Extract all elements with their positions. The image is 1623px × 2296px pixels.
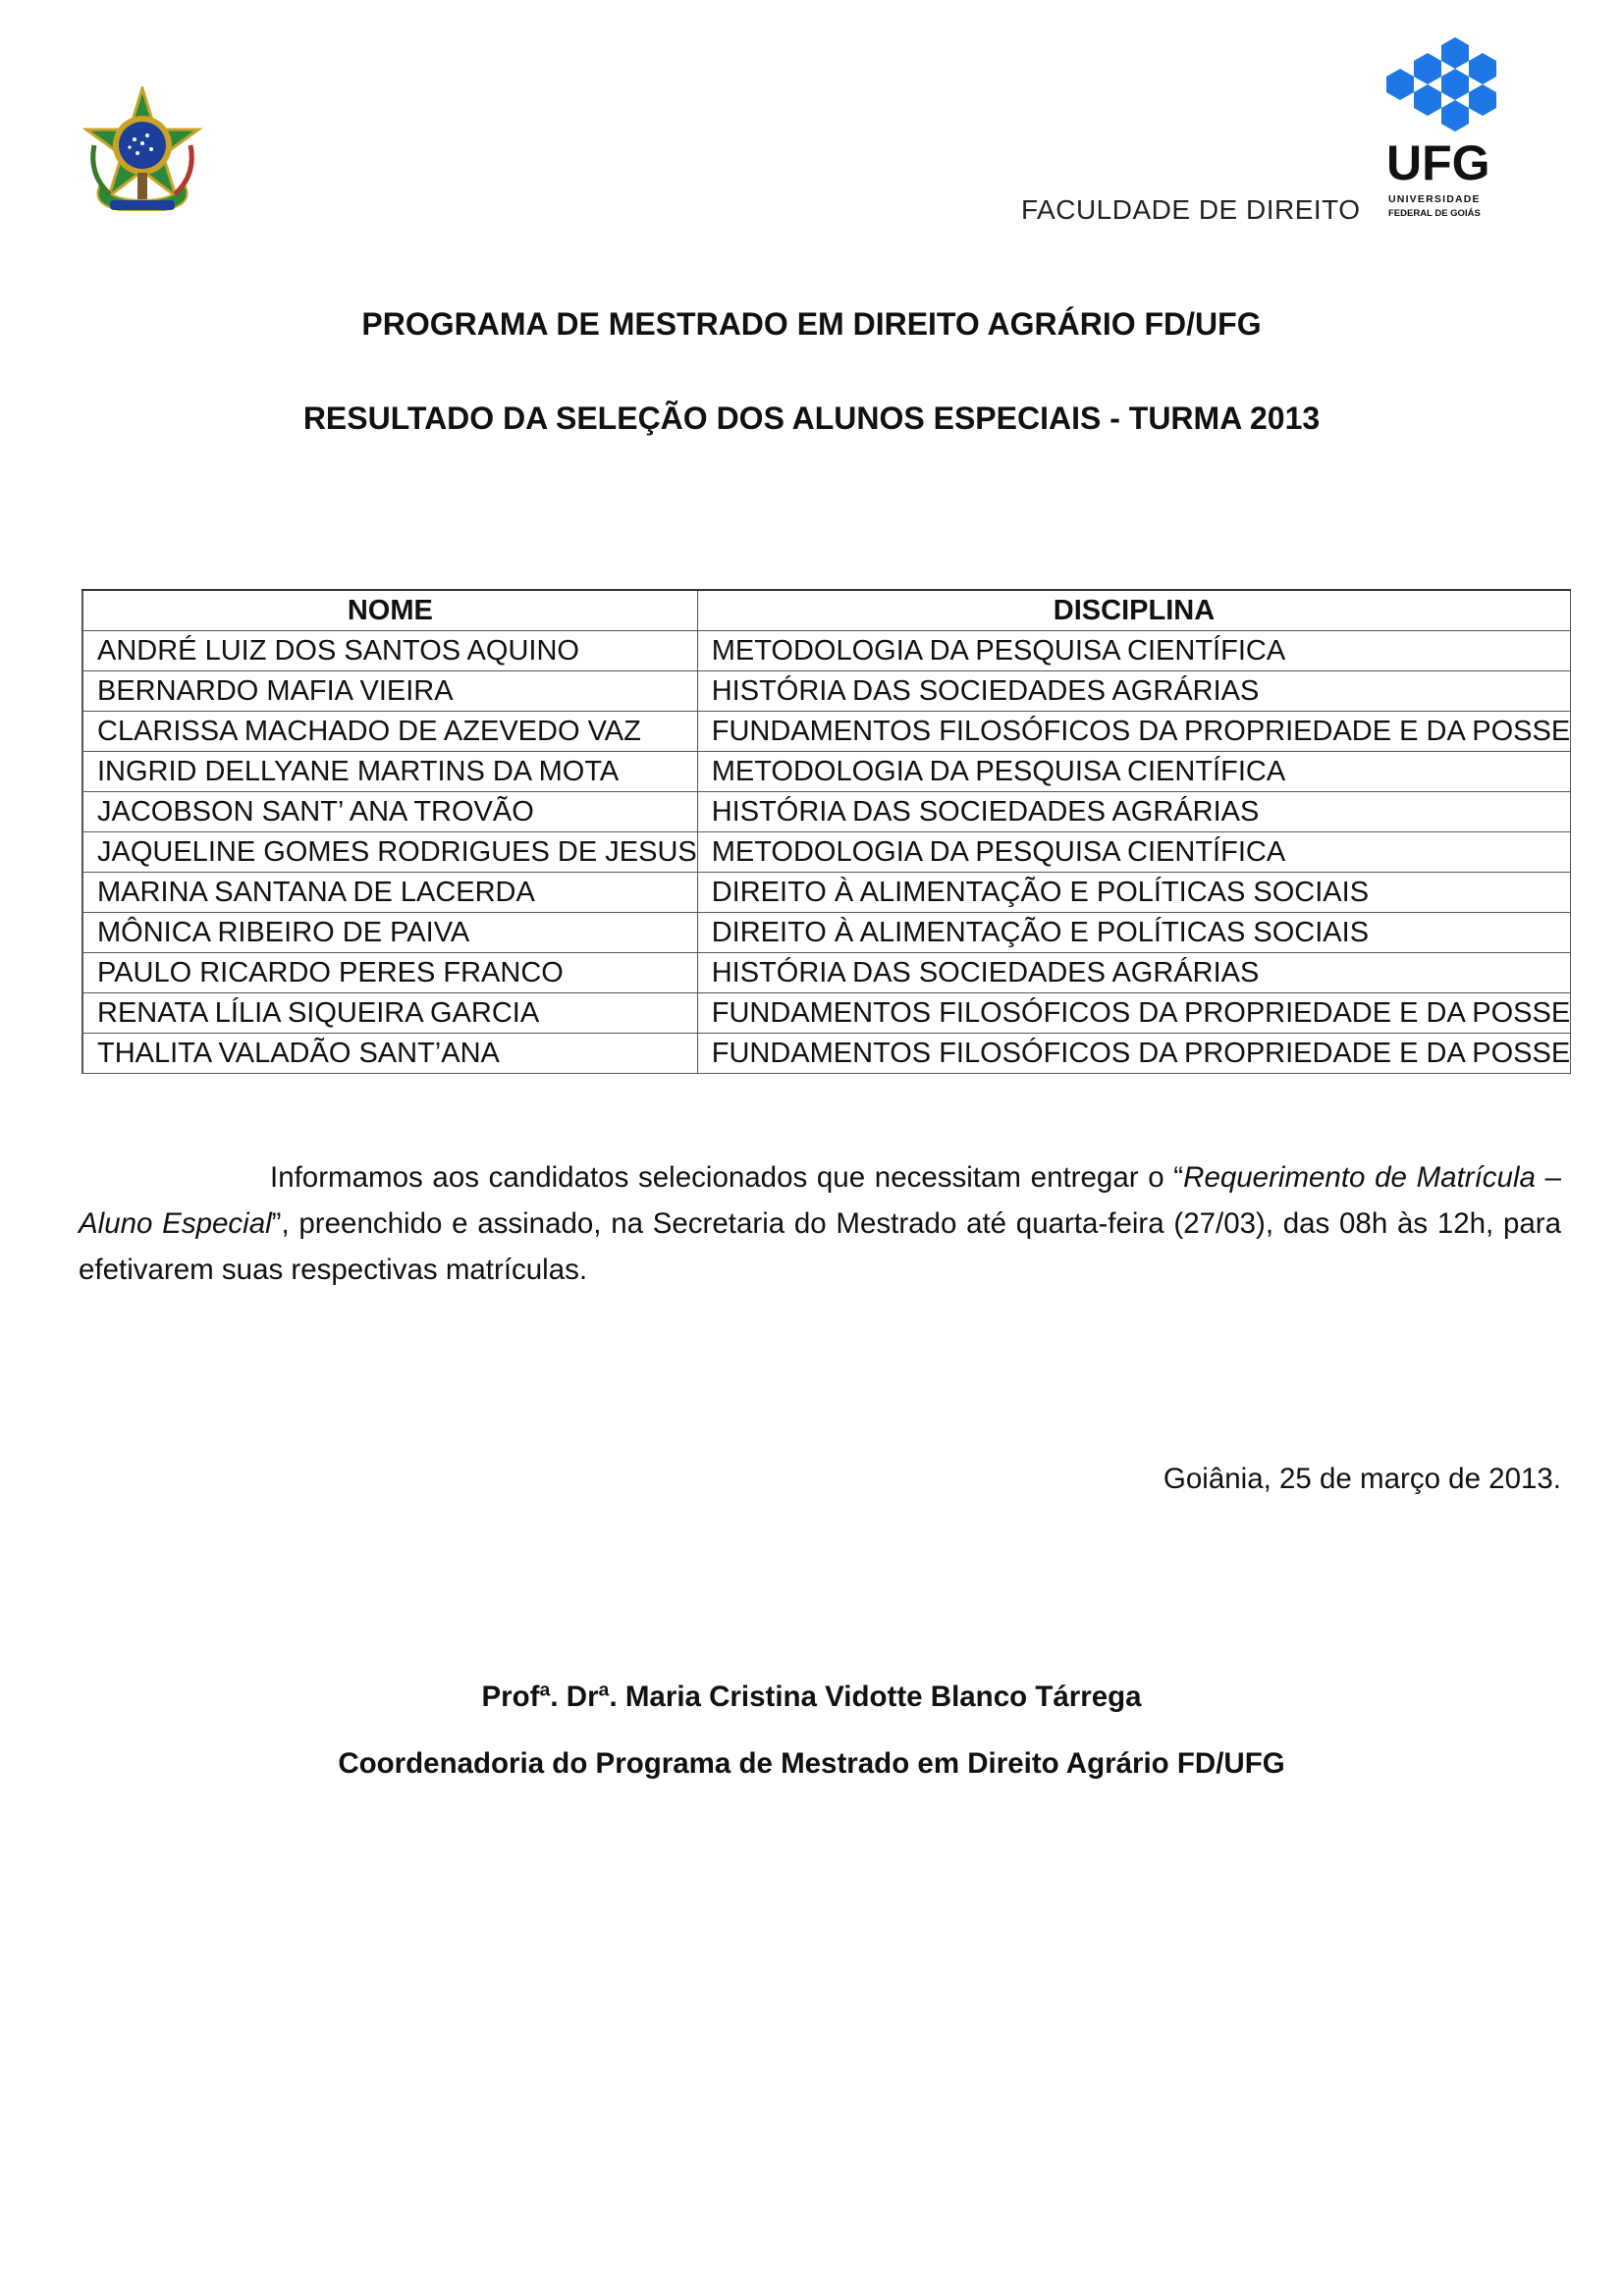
discipline-cell: HISTÓRIA DAS SOCIEDADES AGRÁRIAS	[697, 671, 1570, 712]
discipline-cell: HISTÓRIA DAS SOCIEDADES AGRÁRIAS	[697, 792, 1570, 832]
table-row	[82, 631, 1571, 671]
notice-text-part2: ”, preenchido e assinado, na Secretaria do Mestrado até quarta-feira (27/03), das 08h às 12h, para efetivarem suas respectivas matrículas.	[79, 1207, 1561, 1286]
notice-text-part1: Informamos aos candidatos selecionados que necessitam entregar o “	[270, 1161, 1184, 1194]
student-name-cell: RENATA LÍLIA SIQUEIRA GARCIA	[82, 993, 697, 1034]
result-title: RESULTADO DA SELEÇÃO DOS ALUNOS ESPECIAIS - TURMA 2013	[302, 400, 1321, 436]
table-header-row	[82, 590, 1571, 631]
column-header-nome: NOME	[82, 590, 697, 631]
table-row	[82, 671, 1571, 712]
discipline-cell: DIREITO À ALIMENTAÇÃO E POLÍTICAS SOCIAIS	[697, 873, 1570, 913]
table-row	[82, 873, 1571, 913]
notice-paragraph	[79, 1154, 1561, 1293]
ufg-logo	[1382, 37, 1510, 224]
table-row	[82, 792, 1571, 832]
signatory-name: Profª. Drª. Maria Cristina Vidotte Blanco Tárrega	[481, 1681, 1142, 1713]
table-row	[82, 1034, 1571, 1074]
svg-text:FEDERAL DE GOIÁS: FEDERAL DE GOIÁS	[1388, 208, 1481, 219]
faculty-name: FACULDADE DE DIREITO	[1021, 194, 1361, 225]
selection-results-table	[81, 589, 1571, 1074]
student-name-cell: MARINA SANTANA DE LACERDA	[82, 873, 697, 913]
svg-text:UNIVERSIDADE: UNIVERSIDADE	[1388, 193, 1481, 205]
discipline-cell: FUNDAMENTOS FILOSÓFICOS DA PROPRIEDADE E DA POSSE	[697, 993, 1570, 1034]
student-name-cell: PAULO RICARDO PERES FRANCO	[82, 953, 697, 993]
table-row	[82, 913, 1571, 953]
discipline-cell: DIREITO À ALIMENTAÇÃO E POLÍTICAS SOCIAIS	[697, 913, 1570, 953]
program-title: PROGRAMA DE MESTRADO EM DIREITO AGRÁRIO FD/UFG	[361, 306, 1262, 342]
table-row	[82, 712, 1571, 752]
table-row	[82, 752, 1571, 792]
discipline-cell: FUNDAMENTOS FILOSÓFICOS DA PROPRIEDADE E DA POSSE	[697, 712, 1570, 752]
column-header-disciplina: DISCIPLINA	[697, 590, 1570, 631]
discipline-cell: HISTÓRIA DAS SOCIEDADES AGRÁRIAS	[697, 953, 1570, 993]
discipline-cell: METODOLOGIA DA PESQUISA CIENTÍFICA	[697, 752, 1570, 792]
student-name-cell: BERNARDO MAFIA VIEIRA	[82, 671, 697, 712]
discipline-cell: METODOLOGIA DA PESQUISA CIENTÍFICA	[697, 832, 1570, 873]
signatory-role: Coordenadoria do Programa de Mestrado em Direito Agrário FD/UFG	[338, 1747, 1285, 1780]
brazil-coat-of-arms-icon	[81, 86, 204, 220]
student-name-cell: JACOBSON SANT’ ANA TROVÃO	[82, 792, 697, 832]
student-name-cell: MÔNICA RIBEIRO DE PAIVA	[82, 913, 697, 953]
form-name: Requerimento de Matrícula – Aluno Especial	[79, 1161, 1561, 1240]
table-row	[82, 832, 1571, 873]
table-row	[82, 953, 1571, 993]
ufg-logo-text: UFG	[1386, 135, 1490, 190]
student-name-cell: JAQUELINE GOMES RODRIGUES DE JESUS	[82, 832, 697, 873]
student-name-cell: CLARISSA MACHADO DE AZEVEDO VAZ	[82, 712, 697, 752]
discipline-cell: FUNDAMENTOS FILOSÓFICOS DA PROPRIEDADE E DA POSSE	[697, 1034, 1570, 1074]
student-name-cell: THALITA VALADÃO SANT’ANA	[82, 1034, 697, 1074]
date-line: Goiânia, 25 de março de 2013.	[1163, 1463, 1561, 1495]
table-row	[82, 993, 1571, 1034]
student-name-cell: INGRID DELLYANE MARTINS DA MOTA	[82, 752, 697, 792]
student-name-cell: ANDRÉ LUIZ DOS SANTOS AQUINO	[82, 631, 697, 671]
discipline-cell: METODOLOGIA DA PESQUISA CIENTÍFICA	[697, 631, 1570, 671]
